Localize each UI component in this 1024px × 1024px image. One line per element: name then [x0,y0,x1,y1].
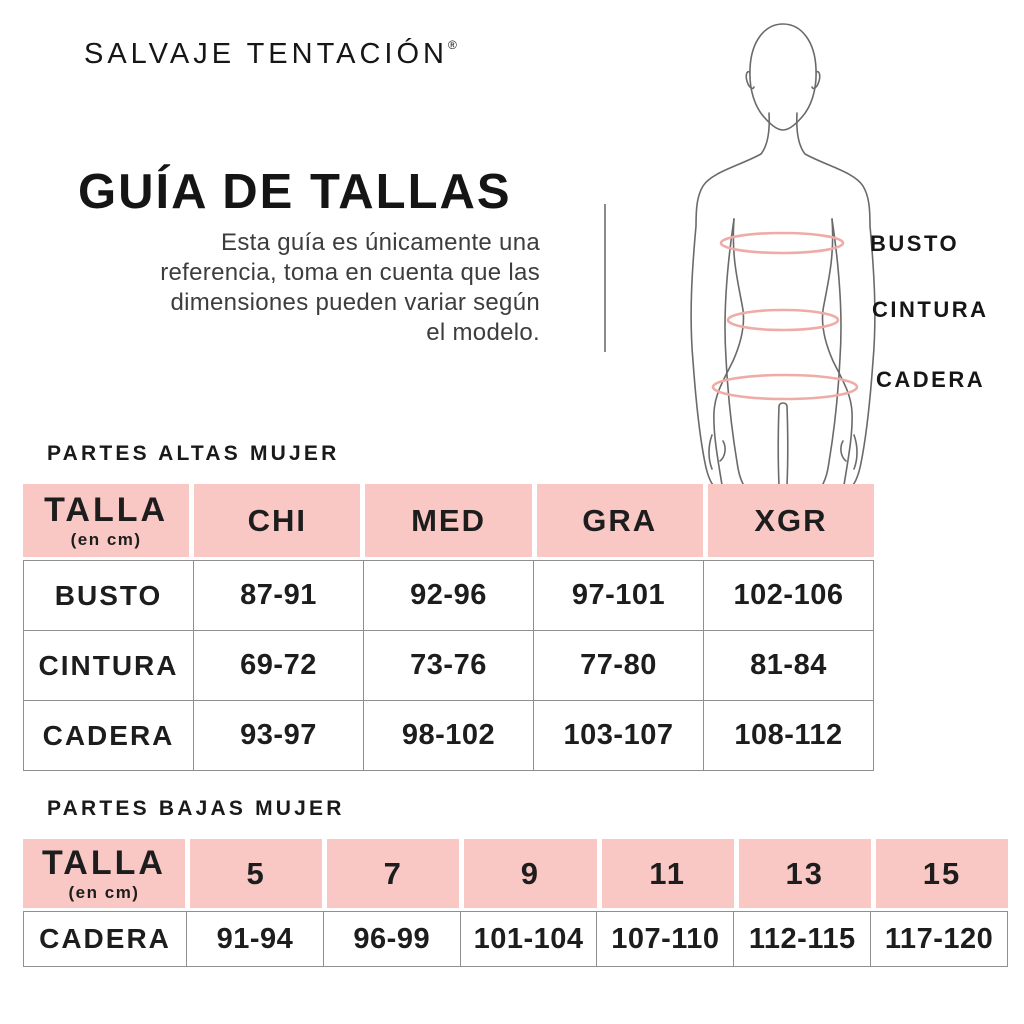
size-column-label: 13 [785,855,825,891]
row-label: BUSTO [54,579,163,611]
row-label: CADERA [42,719,175,751]
table-value-cell [324,912,460,966]
figure-left-shoulder-arm [691,113,769,485]
talla-label: TALLA [44,491,169,529]
row-label: CADERA [39,923,171,954]
measure-range: 101-104 [473,922,584,955]
lower-header-size-cell [739,839,871,908]
table-value-cell [534,701,703,770]
size-column-label: CHI [247,502,307,538]
measure-range: 92-96 [410,579,487,611]
table-row-label-cell [24,631,193,700]
table-value-cell [194,701,363,770]
brand-logo [84,38,457,71]
measure-range: 97-101 [571,579,666,611]
page-title: GUÍA DE TALLAS [78,165,512,219]
lower-header-size-cell [190,839,322,908]
measure-range: 108-112 [734,719,843,751]
unit-label: (en cm) [70,530,142,549]
talla-label: TALLA [42,844,166,882]
intro-line: dimensiones pueden variar según [170,289,540,316]
intro-line: referencia, toma en cuenta que las [160,259,540,286]
upper-sizes-table [23,484,874,771]
figure-inner-legs [778,403,788,485]
cadera-measure-label: CADERA [876,367,986,392]
table-row-label-cell [24,561,193,630]
intro-line: Esta guía es únicamente una [221,229,540,256]
lower-table-header-row [23,839,1008,908]
measure-range: 96-99 [353,922,431,955]
measure-range: 73-76 [410,649,487,681]
registered-trademark-icon: ® [447,38,457,52]
size-column-label: 11 [649,855,686,891]
cintura-measure-label: CINTURA [872,297,989,322]
lower-header-size-cell [602,839,734,908]
size-column-label: MED [411,502,486,538]
table-value-cell [534,631,703,700]
table-value-cell [704,701,873,770]
brand-name: SALVAJE TENTACIÓN [84,38,448,70]
table-value-cell [534,561,703,630]
table-value-cell [364,701,533,770]
measure-range: 87-91 [240,579,317,611]
size-column-label: GRA [582,502,658,538]
lower-header-size-cell [327,839,459,908]
intro-line: el modelo. [426,319,540,346]
table-value-cell [597,912,733,966]
table-value-cell [704,561,873,630]
table-row-label-cell [24,912,186,966]
figure-head [750,24,816,130]
measure-range: 98-102 [401,719,496,751]
row-label: CINTURA [38,649,179,681]
upper-table-body [23,560,874,771]
size-column-label: XGR [754,502,828,538]
measure-range: 93-97 [240,719,317,751]
size-column-label: 7 [383,855,403,891]
lower-header-talla-cell [23,839,185,908]
busto-measure-label: BUSTO [870,231,960,256]
unit-label: (en cm) [68,883,140,902]
table-value-cell [871,912,1007,966]
upper-header-size-cell [708,484,874,557]
lower-header-size-cell [464,839,596,908]
measure-range: 69-72 [240,649,317,681]
table-value-cell [734,912,870,966]
upper-header-size-cell [537,484,703,557]
table-value-cell [187,912,323,966]
table-value-cell [461,912,597,966]
table-value-cell [364,561,533,630]
hip-measure-line [713,375,857,399]
measure-range: 91-94 [216,922,294,955]
upper-header-talla-cell [23,484,189,557]
lower-table-section-title: PARTES BAJAS MUJER [47,797,345,820]
bust-measure-line [721,233,843,253]
measure-range: 77-80 [580,649,657,681]
size-column-label: 15 [922,855,962,891]
table-value-cell [194,561,363,630]
intro-paragraph [40,228,540,348]
waist-measure-line [728,310,838,330]
measure-range: 103-107 [563,719,674,751]
measure-range: 107-110 [611,922,720,955]
lower-sizes-table [23,839,1008,967]
size-column-label: 9 [520,855,541,891]
table-value-cell [364,631,533,700]
upper-table-section-title: PARTES ALTAS MUJER [47,442,340,465]
table-row-label-cell [24,701,193,770]
lower-table-body [23,911,1008,967]
measure-range: 112-115 [748,922,856,955]
lower-header-size-cell [876,839,1008,908]
upper-header-size-cell [194,484,360,557]
upper-header-size-cell [365,484,531,557]
vertical-divider [604,204,606,352]
measure-range: 81-84 [750,649,827,681]
upper-table-header-row [23,484,874,557]
measure-range: 102-106 [733,579,844,611]
figure-right-shoulder-arm [797,113,875,485]
table-value-cell [194,631,363,700]
table-value-cell [704,631,873,700]
size-column-label: 5 [246,855,266,891]
measure-range: 117-120 [884,922,994,955]
